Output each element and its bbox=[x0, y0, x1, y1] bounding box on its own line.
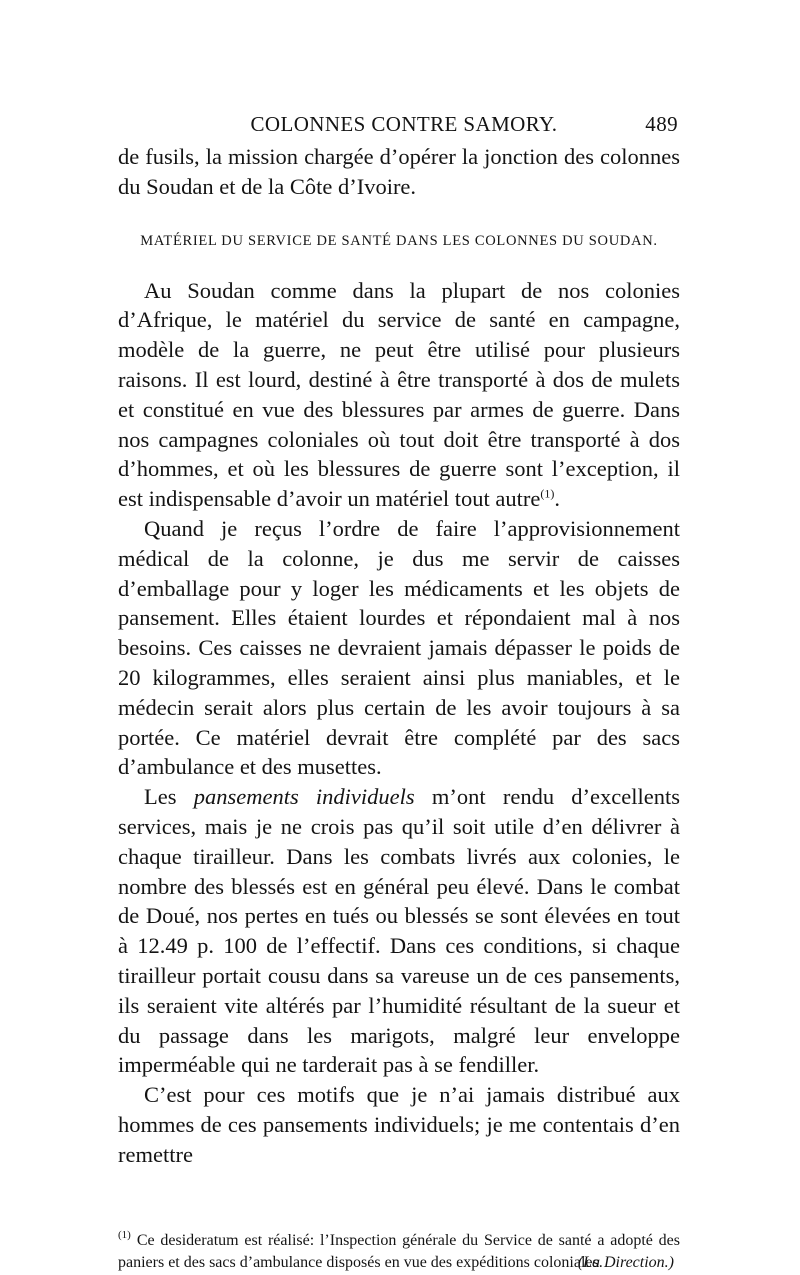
page-number: 489 bbox=[645, 112, 678, 136]
paragraph-2: Quand je reçus l’ordre de faire l’approvisionnement médical de la colonne, je dus me servir de caisses d’emballage pour y loger les médicaments et les objets de pansement. Elles étaient lourdes et répondaient mal à nos besoins. Ces caisses ne devraient jamais dépasser le poids de 20 kilogrammes, elles seraient ainsi plus maniables, et le médecin serait alors plus certain de les avoir toujours à sa portée. Ce matériel devrait être complété par des sacs d’ambulance et des musettes. bbox=[118, 515, 680, 780]
running-title: COLONNES CONTRE SAMORY. bbox=[250, 112, 558, 136]
section-heading: MATÉRIEL DU SERVICE DE SANTÉ DANS LES COLONNES DU SOUDAN. bbox=[140, 232, 658, 249]
body-text bbox=[118, 142, 680, 1170]
footnote-marker: (1) bbox=[118, 1229, 131, 1242]
paragraph-4: C’est pour ces motifs que je n’ai jamais distribué aux hommes de ces pansements individuels; je me contentais d’en remettre bbox=[118, 1082, 680, 1167]
paragraph-1 bbox=[118, 276, 680, 514]
book-page bbox=[118, 112, 680, 1275]
paragraph-3 bbox=[118, 782, 680, 1080]
paragraph-1-end: . bbox=[554, 486, 560, 512]
paragraph-3-rest: m’ont rendu d’excellents services, mais je ne crois pas qu’il soit utile d’en délivrer à chaque tirailleur. Dans les combats livrés aux colonies, le nombre des blessés est en général peu élevé. Dans le combat de Doué, nos pertes en tués ou blessés se sont élevées en tout à 12.49 p. 100 de l’effectif. Dans ces conditions, si chaque tirailleur portait cousu dans sa vareuse un de ces pansements, ils seraient vite altérés par l’humidité résultant de la sueur et du passage dans les marigots, malgré leur enveloppe imperméable qui ne tarderait pas à se fendiller. bbox=[118, 784, 680, 1078]
paragraph-3-start: Les bbox=[144, 784, 177, 810]
footnote-reference[interactable]: (1) bbox=[540, 486, 555, 501]
paragraph-3-italic: pansements individuels bbox=[193, 784, 415, 810]
footnotes bbox=[118, 1230, 680, 1275]
running-head bbox=[118, 112, 680, 142]
footnote-signature: (La Direction.) bbox=[577, 1254, 674, 1271]
paragraph-1-text: Au Soudan comme dans la plupart de nos colonies d’Afrique, le matériel du service de santé en campagne, modèle de la guerre, ne peut être utilisé pour plusieurs raisons. Il est lourd, destiné à être transporté à dos de mulets et constitué en vue des blessures par armes de guerre. Dans nos campagnes coloniales où tout doit être transporté à dos d’hommes, et où les blessures de guerre sont l’exception, il est indispensable d’avoir un matériel tout autre bbox=[118, 277, 680, 512]
footnote-text: Ce desideratum est réalisé: l’Inspection générale du Service de santé a adopté des paniers et des sacs d’ambulance disposés en vue des expéditions coloniales. bbox=[118, 1231, 680, 1271]
paragraph-continued: de fusils, la mission chargée d’opérer la jonction des colonnes du Soudan et de la Côte d’Ivoire. bbox=[118, 144, 680, 199]
